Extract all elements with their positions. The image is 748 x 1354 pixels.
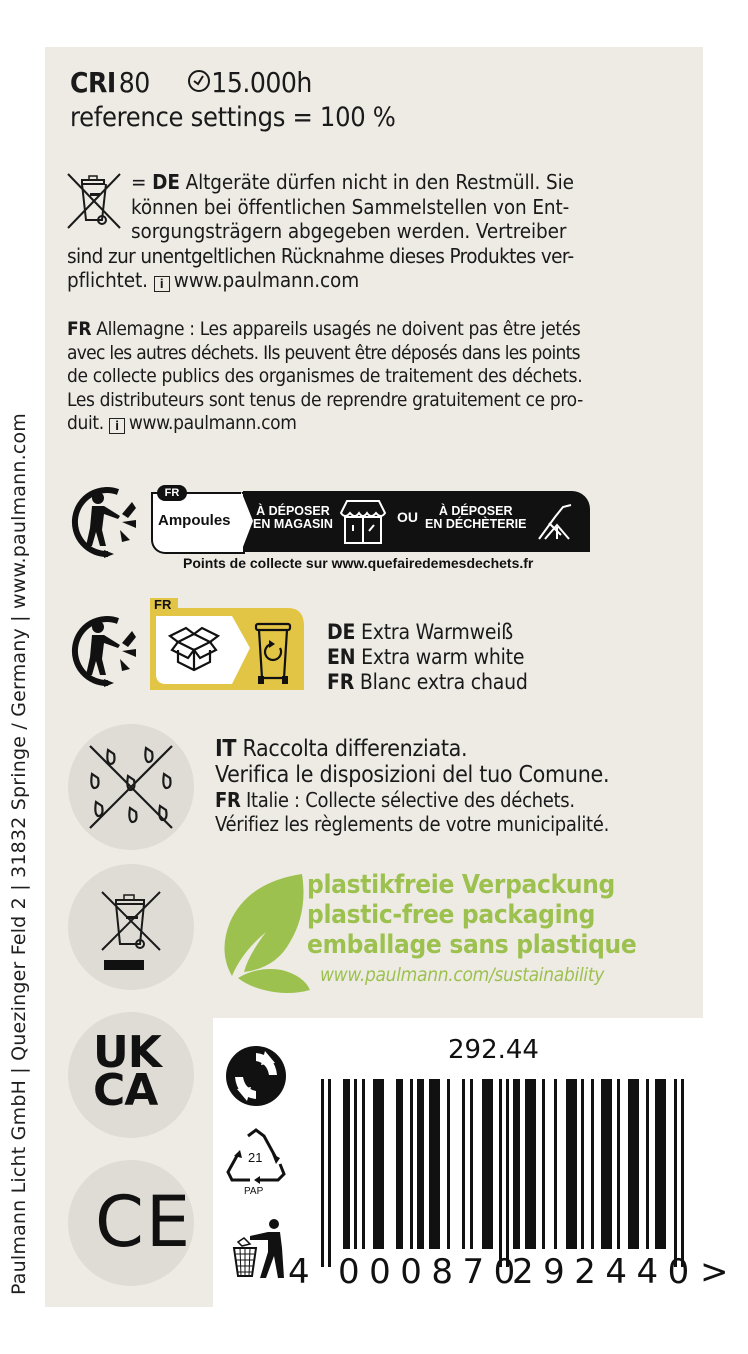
disposal-de-line-1: = DE Altgeräte dürfen nicht in den Restmüll. Sie [131, 170, 574, 194]
product-type: Ampoules [158, 512, 231, 529]
it-line-1: IT Raccolta differenziata. [215, 736, 468, 762]
plastic-free-fr: emballage sans plastique [307, 930, 637, 960]
plastic-free-en: plastic-free packaging [307, 900, 596, 930]
fr-italy-line-2: Vérifiez les règlements de votre municipalité. [215, 812, 609, 836]
triman-icon [66, 613, 144, 687]
ce-mark: CE [95, 1181, 193, 1263]
fr-italy-line-1: FR Italie : Collecte sélective des déchets. [215, 788, 575, 812]
article-number: 292.44 [448, 1035, 539, 1065]
country-badge-fr: FR [157, 485, 187, 501]
disposal-fr-line-5: duit. i www.paulmann.com [67, 412, 297, 434]
disposal-text-fr [67, 318, 681, 436]
info-icon: i [109, 418, 125, 434]
packaging-sorting-banner [148, 596, 306, 692]
ean-right-group: 292440 [512, 1252, 699, 1292]
green-dot-icon [225, 1045, 287, 1111]
triman-icon [66, 484, 144, 558]
quiet-zone-marker: > [700, 1252, 729, 1292]
color-name-en: EN Extra warm white [327, 645, 525, 669]
country-badge-fr: FR [154, 597, 172, 612]
color-name-list [327, 620, 528, 695]
or-label: OU [397, 509, 418, 525]
paulmann-link[interactable]: www.paulmann.com [128, 412, 297, 434]
plastic-free-de: plastikfreie Verpackung [307, 870, 615, 900]
disposal-de-line-3: sorgungsträgern abgegeben werden. Vertreiber [131, 219, 567, 243]
crossed-bin-icon [68, 864, 194, 990]
option-recycling-center: À DÉPOSER EN DÉCHÈTERIE [425, 504, 527, 531]
italy-collection-notice [215, 736, 609, 836]
ean-left-group: 000870 [338, 1252, 525, 1292]
disposal-text-de [67, 170, 681, 293]
option-store: À DÉPOSER EN MAGASIN [253, 504, 333, 531]
info-icon: i [154, 276, 170, 292]
weee-badge [68, 864, 194, 990]
disposal-de-line-2: können bei öffentlichen Sammelstellen von Ent- [131, 194, 570, 219]
paulmann-link[interactable]: www.paulmann.com [173, 268, 360, 292]
disposal-de-line-4: sind zur unentgeltlichen Rücknahme dieses Produktes ver- [67, 243, 574, 268]
ean-barcode [321, 1079, 699, 1267]
recycling-center-icon [535, 503, 575, 547]
recycling-triangle-icon: 21 PAP [224, 1128, 288, 1200]
disposal-options-banner [243, 491, 590, 552]
leaf-icon [218, 872, 310, 998]
tidy-man-icon [230, 1218, 286, 1284]
cri-value: 80 [118, 66, 150, 99]
company-address: Paulmann Licht GmbH | Quezinger Feld 2 | 31832 Springe / Germany | www.paulmann.com [8, 412, 30, 1295]
disposal-fr-line-1: FR Allemagne : Les appareils usagés ne doivent pas être jetés [67, 318, 581, 340]
store-icon [339, 499, 387, 549]
cri-label: CRI [70, 66, 116, 99]
collection-points-caption: Points de collecte sur www.quefairedemesdechets.fr [183, 555, 534, 571]
no-water-icon [68, 724, 194, 850]
sustainability-link[interactable]: www.paulmann.com/sustainability [320, 964, 605, 986]
color-name-fr: FR Blanc extra chaud [327, 670, 528, 694]
reference-settings: reference settings = 100 % [70, 102, 396, 133]
disposal-fr-line-2: avec les autres déchets. Ils peuvent être déposés dans les points [67, 341, 580, 364]
ukca-mark: UK CA [93, 1027, 161, 1116]
color-name-de: DE Extra Warmweiß [327, 620, 514, 644]
clock-icon [187, 67, 211, 100]
disposal-de-line-5: pflichtet. i www.paulmann.com [67, 268, 360, 292]
lifetime-value: 15.000h [211, 66, 312, 99]
specs-line [70, 66, 312, 100]
disposal-fr-line-3: de collecte publics des organismes de traitement des déchets. [67, 365, 583, 387]
ean-first-digit: 4 [288, 1252, 320, 1292]
no-water-badge [68, 724, 194, 850]
it-line-2: Verifica le disposizioni del tuo Comune. [215, 762, 610, 788]
disposal-fr-line-4: Les distributeurs sont tenus de reprendre gratuitement ce pro- [67, 388, 583, 411]
